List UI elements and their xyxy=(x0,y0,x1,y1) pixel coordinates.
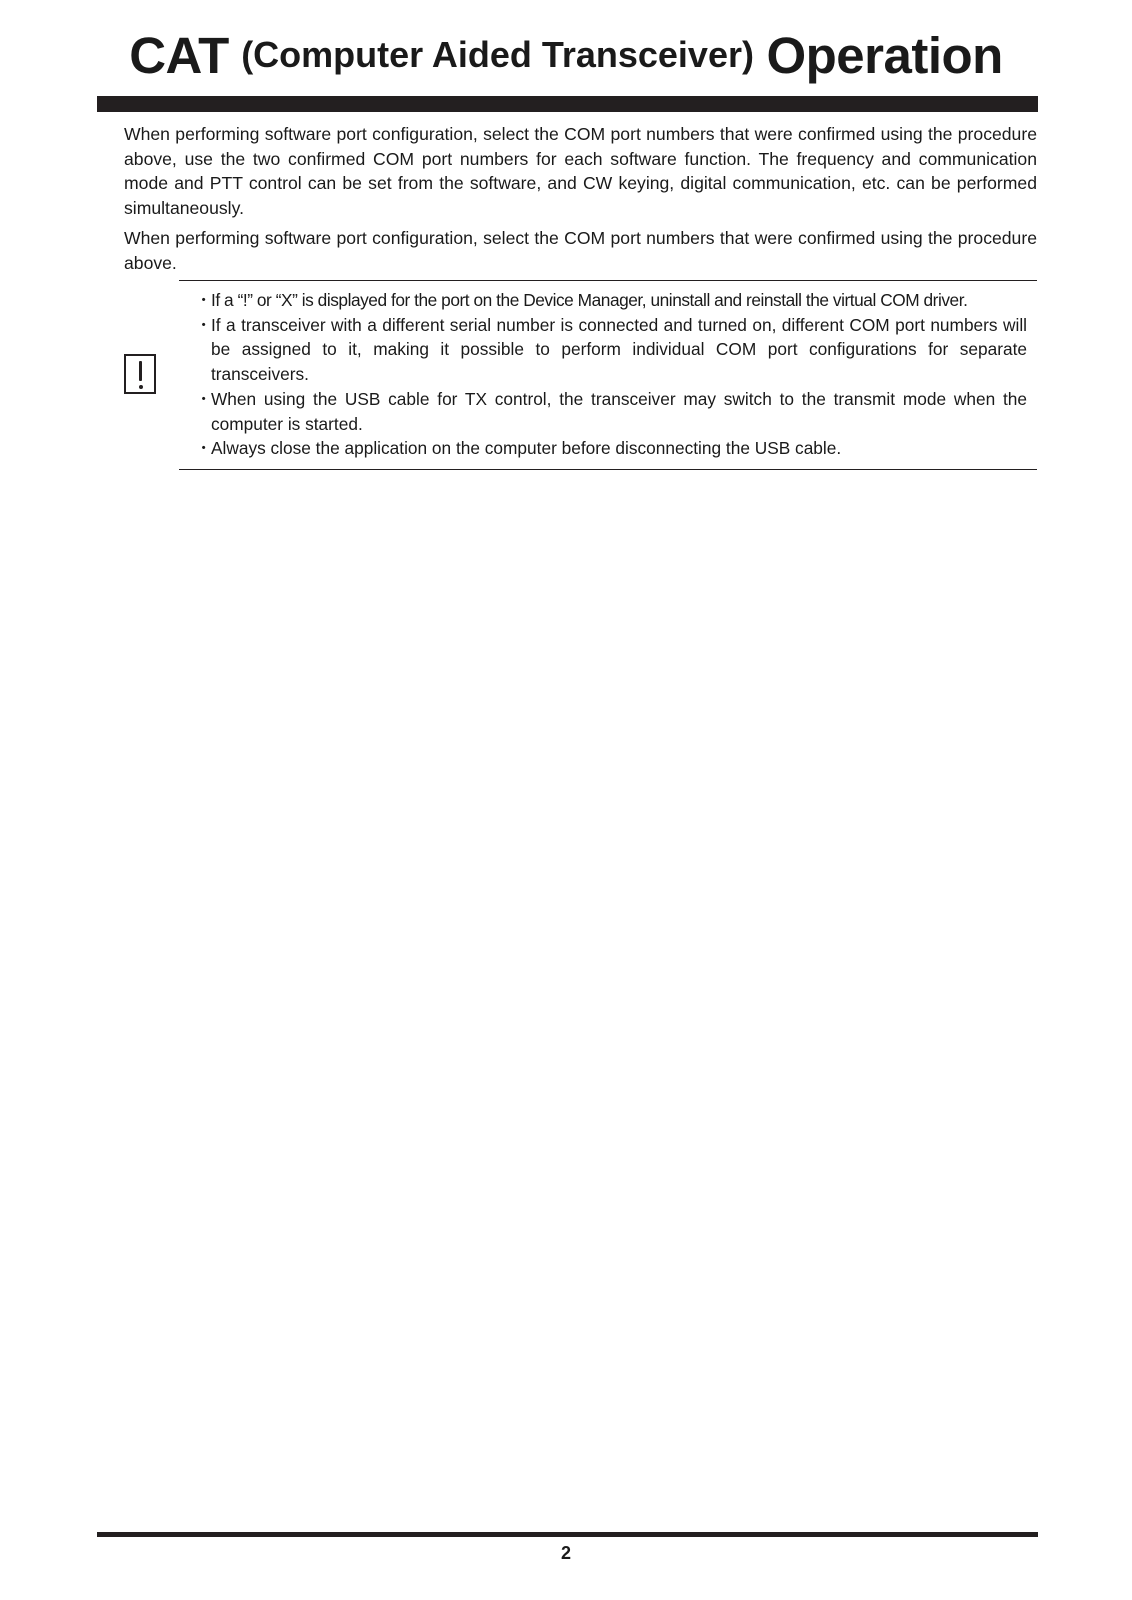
caution-note-text: If a “!” or “X” is displayed for the port on the Device Manager, uninstall and reinstall the virtual COM driver. xyxy=(211,290,968,310)
body-paragraph-2: When performing software port configuration, select the COM port numbers that were confirmed using the procedure above. xyxy=(124,228,1037,273)
body-paragraph-1: When performing software port configuration, select the COM port numbers that were confirmed using the procedure above, use the two confirmed COM port numbers for each software function. The frequency and communication mode and PTT control can be set from the software, and CW keying, digital communication, etc. can be performed simultaneously. xyxy=(124,124,1037,219)
bullet-glyph: ・ xyxy=(195,438,213,459)
page-number: 2 xyxy=(560,1543,571,1563)
caution-exclamation-icon xyxy=(124,354,156,394)
bullet-glyph: ・ xyxy=(195,314,213,335)
caution-note xyxy=(195,288,1027,313)
caution-note-text: When using the USB cable for TX control, the transceiver may switch to the transmit mode when the computer is started. xyxy=(211,388,1027,434)
caution-note xyxy=(195,436,1027,461)
bullet-glyph: ・ xyxy=(195,290,212,310)
caution-note xyxy=(195,313,1027,387)
bullet-glyph: ・ xyxy=(195,388,213,409)
caution-note-text: If a transceiver with a different serial number is connected and turned on, different COM port numbers will be assigned to it, making it possible to perform individual COM port configurations for separate transceivers. xyxy=(211,314,1027,385)
page-title xyxy=(0,27,1132,84)
caution-note-text: Always close the application on the computer before disconnecting the USB cable. xyxy=(211,438,842,459)
caution-note xyxy=(195,387,1027,436)
title-operation: Operation xyxy=(766,27,1003,84)
footer-rule xyxy=(97,1532,1038,1537)
title-cat: CAT xyxy=(129,27,229,84)
title-subtitle: (Computer Aided Transceiver) xyxy=(241,34,754,75)
caution-notes-list xyxy=(195,288,1027,461)
title-underline-bar xyxy=(97,96,1038,112)
